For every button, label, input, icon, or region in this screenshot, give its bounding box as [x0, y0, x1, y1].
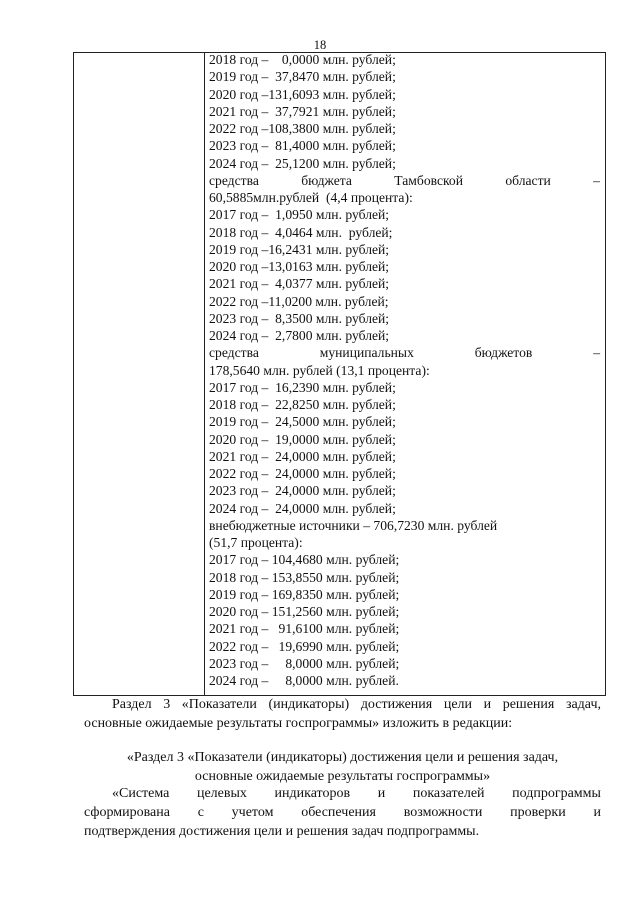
funding-line: 2019 год –16,2431 млн. рублей; — [209, 241, 390, 257]
system-paragraph-rest — [84, 804, 601, 841]
regional-budget-header — [209, 172, 600, 189]
funding-line: 2018 год – 153,8550 млн. рублей; — [209, 569, 400, 585]
system-line-2 — [84, 804, 601, 823]
word: – — [593, 345, 600, 361]
funding-line: 2024 год – 8,0000 млн. рублей. — [209, 673, 399, 688]
word: 3 — [163, 697, 171, 712]
instruction-line-2: основные ожидаемые результаты госпрограммы» изложить в редакции: — [84, 716, 513, 731]
word: «Показатели — [181, 697, 257, 712]
word: с — [197, 805, 204, 820]
word: и — [377, 786, 386, 801]
funding-line: 2023 год – 8,0000 млн. рублей; — [209, 655, 400, 671]
amendment-instruction — [112, 696, 601, 715]
word: обеспечения — [301, 805, 376, 820]
funding-line: 2023 год – 8,3500 млн. рублей; — [209, 310, 390, 326]
word: проверки — [510, 805, 566, 820]
regional-budget-total: 60,5885млн.рублей (4,4 процента): — [209, 190, 413, 205]
word: муниципальных — [319, 345, 414, 361]
word: Тамбовской — [394, 172, 463, 188]
word: бюджета — [301, 172, 352, 188]
word: решения — [502, 697, 555, 712]
funding-line: 2022 год –11,0200 млн. рублей; — [209, 293, 389, 309]
section-heading — [84, 749, 601, 786]
word: области — [505, 172, 551, 188]
funding-line: 2023 год – 24,0000 млн. рублей; — [209, 483, 396, 499]
word: цели — [443, 697, 473, 712]
word: и — [483, 697, 492, 712]
funding-line: 2017 год – 16,2390 млн. рублей; — [209, 379, 396, 395]
word: средства — [209, 345, 259, 361]
word: подпрограммы — [512, 786, 601, 801]
word: достижения — [360, 697, 433, 712]
funding-line: 2021 год – 24,0000 млн. рублей; — [209, 448, 396, 464]
funding-line: 2017 год – 104,4680 млн. рублей; — [209, 552, 400, 568]
funding-line: 2019 год – 169,8350 млн. рублей; — [209, 586, 400, 602]
word: показателей — [412, 786, 485, 801]
offbudget-total: (51,7 процента): — [209, 535, 303, 550]
word: возможности — [403, 805, 483, 820]
section-heading-line-2: основные ожидаемые результаты госпрограммы» — [194, 768, 491, 784]
funding-line: 2019 год – 37,8470 млн. рублей; — [209, 69, 396, 85]
word: «Система — [112, 786, 170, 801]
funding-line: 2024 год – 24,0000 млн. рублей; — [209, 500, 396, 516]
word: (индикаторы) — [268, 697, 350, 712]
funding-line: 2021 год – 91,6100 млн. рублей; — [209, 621, 400, 637]
funding-line: 2017 год – 1,0950 млн. рублей; — [209, 207, 390, 223]
funding-line: 2020 год – 151,2560 млн. рублей; — [209, 604, 400, 619]
funding-line: 2023 год – 81,4000 млн. рублей; — [209, 138, 396, 154]
funding-line: 2019 год – 24,5000 млн. рублей; — [209, 414, 396, 430]
funding-line: 2018 год – 22,8250 млн. рублей; — [209, 397, 396, 412]
word: индикаторов — [274, 786, 351, 801]
word: целевых — [196, 786, 247, 801]
system-line-1 — [112, 785, 601, 804]
instruction-line-1 — [112, 696, 601, 715]
funding-line: 2021 год – 37,7921 млн. рублей; — [209, 103, 396, 119]
word: учетом — [231, 805, 274, 820]
funding-line: 2020 год –131,6093 млн. рублей; — [209, 86, 396, 102]
system-paragraph-first — [112, 785, 601, 804]
offbudget-header: внебюджетные источники – 706,7230 млн. рублей — [209, 517, 498, 533]
funding-line: 2024 год – 2,7800 млн. рублей; — [209, 328, 390, 343]
word: сформирована — [84, 805, 170, 820]
funding-line: 2018 год – 0,0000 млн. рублей; — [209, 52, 396, 67]
funding-line: 2018 год – 4,0464 млн. рублей; — [209, 224, 393, 240]
municipal-budget-total: 178,5640 млн. рублей (13,1 процента): — [209, 362, 430, 378]
word: и — [593, 805, 601, 820]
table-column-divider — [204, 52, 205, 696]
word: средства — [209, 172, 259, 188]
funding-line: 2020 год –13,0163 млн. рублей; — [209, 259, 390, 274]
section-heading-line-1: «Раздел 3 «Показатели (индикаторы) достижения цели и решения задач, — [126, 750, 559, 765]
funding-cell — [209, 51, 600, 689]
funding-line: 2022 год – 19,6990 млн. рублей; — [209, 638, 400, 654]
word: – — [593, 172, 600, 188]
amendment-instruction-cont — [84, 715, 601, 734]
word: Раздел — [112, 697, 152, 712]
system-line-3: подтверждения достижения цели и решения задач подпрограммы. — [84, 823, 480, 839]
municipal-budget-header — [209, 344, 600, 361]
funding-line: 2022 год –108,3800 млн. рублей; — [209, 121, 396, 136]
word: бюджетов — [474, 345, 533, 361]
word: задач, — [565, 697, 601, 712]
funding-line: 2020 год – 19,0000 млн. рублей; — [209, 431, 396, 447]
funding-line: 2021 год – 4,0377 млн. рублей; — [209, 276, 390, 292]
funding-line: 2024 год – 25,1200 млн. рублей; — [209, 155, 396, 171]
funding-line: 2022 год – 24,0000 млн. рублей; — [209, 466, 396, 481]
page-number: 18 — [313, 38, 327, 52]
